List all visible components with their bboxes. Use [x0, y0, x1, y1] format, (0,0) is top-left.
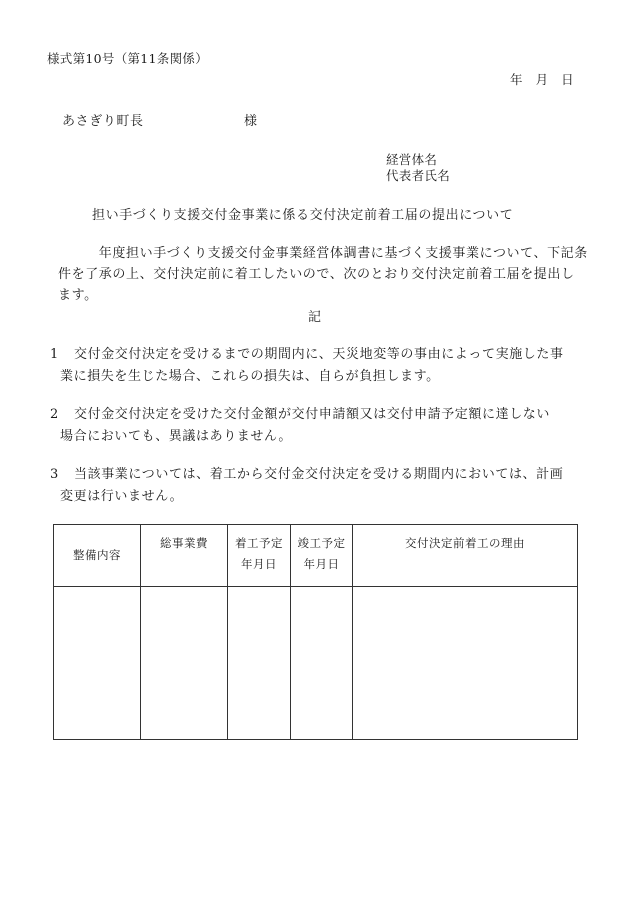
condition-text-line2: 業に損失を生じた場合、これらの損失は、自らが負担します。 [60, 369, 440, 384]
addressee: あさぎり町長 [62, 114, 144, 129]
cell-reason [353, 587, 578, 740]
header-start-date [228, 525, 291, 587]
header-start-date-line1: 着工予定 [235, 536, 283, 550]
header-start-date-line2: 年月日 [241, 557, 277, 571]
condition-item [50, 404, 590, 448]
header-reason-label: 交付決定前着工の理由 [405, 536, 525, 550]
condition-number: 1 [50, 347, 59, 362]
cell-content [54, 587, 141, 740]
header-complete-date-line1: 竣工予定 [297, 536, 346, 550]
condition-text-line1: 当該事業については、着工から交付金交付決定を受ける期間内においては、計画 [74, 467, 564, 482]
condition-text-line1: 交付金交付決定を受けた交付金額が交付申請額又は交付申請予定額に達しない [74, 407, 551, 422]
table-row [54, 587, 578, 740]
header-content [54, 525, 141, 587]
ki-heading: 記 [308, 310, 322, 325]
header-content-label: 整備内容 [73, 548, 121, 562]
cell-start-date [228, 587, 291, 740]
body-paragraph: 年度担い手づくり支援交付金事業経営体調書に基づく支援事業について、下記条件を了承の上、交付決定前に着工したいので、次のとおり交付決定前着工届を提出します。 [58, 246, 588, 303]
honorific: 様 [244, 114, 258, 129]
header-total-cost [141, 525, 228, 587]
condition-text-line2: 場合においても、異議はありません。 [60, 429, 292, 444]
condition-number: 3 [50, 467, 59, 482]
org-name-label: 経営体名 [386, 152, 438, 167]
document-title: 担い手づくり支援交付金事業に係る交付決定前着工届の提出について [92, 208, 514, 223]
date-line: 年 月 日 [509, 72, 574, 87]
condition-text-line2: 変更は行いません。 [60, 489, 184, 504]
header-complete-date [291, 525, 353, 587]
cell-total-cost [141, 587, 228, 740]
condition-number: 2 [50, 407, 59, 422]
condition-item [50, 344, 590, 388]
form-number: 様式第10号（第11条関係） [47, 51, 209, 66]
rep-name-label: 代表者氏名 [386, 168, 451, 183]
header-total-cost-label: 総事業費 [160, 536, 208, 550]
plan-table [53, 524, 578, 740]
condition-item [50, 464, 590, 508]
condition-text-line1: 交付金交付決定を受けるまでの期間内に、天災地変等の事由によって実施した事 [74, 347, 564, 362]
header-complete-date-line2: 年月日 [303, 557, 340, 571]
header-reason [353, 525, 578, 587]
cell-complete-date [291, 587, 353, 740]
table-header-row [54, 525, 578, 587]
